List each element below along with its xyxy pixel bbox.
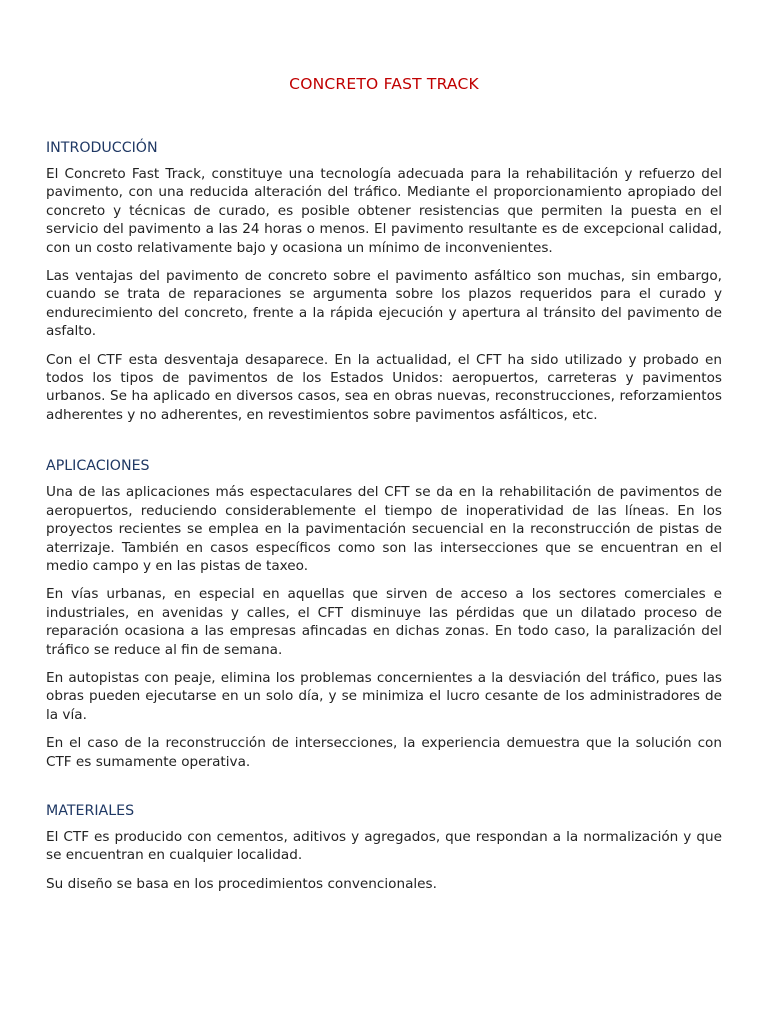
section-heading: INTRODUCCIÓN [46, 140, 158, 156]
paragraph: El CTF es producido con cementos, aditivos y agregados, que respondan a la normalización y que se encuentran en cualquier localidad. [46, 828, 722, 864]
paragraph: Una de las aplicaciones más espectaculares del CFT se da en la rehabilitación de pavimentos de aeropuertos, reduciendo considerablemente el tiempo de inoperatividad de las líneas. En los proyectos recientes se emplea en la pavimentación secuencial en la reconstrucción de pistas de aterrizaje. También en casos específicos como son las intersecciones que se encuentran en el medio campo y en las pistas de taxeo. [46, 484, 722, 574]
paragraph: En autopistas con peaje, elimina los problemas concernientes a la desviación del tráfico, pues las obras pueden ejecutarse en un solo día, y se minimiza el lucro cesante de los administradores de la vía. [46, 669, 722, 723]
paragraph: El Concreto Fast Track, constituye una tecnología adecuada para la rehabilitación y refuerzo del pavimento, con una reducida alteración del tráfico. Mediante el proporcionamiento apropiado del concreto y técnicas de curado, es posible obtener resistencias que permiten la puesta en el servicio del pavimento a las 24 horas o menos. El pavimento resultante es de excepcional calidad, con un costo relativamente bajo y ocasiona un mínimo de inconvenientes. [46, 166, 722, 256]
document-title: CONCRETO FAST TRACK [289, 75, 479, 93]
paragraph: Su diseño se basa en los procedimientos convencionales. [46, 875, 437, 892]
document-page [46, 0, 722, 893]
section-heading: APLICACIONES [46, 458, 150, 475]
paragraph: Las ventajas del pavimento de concreto sobre el pavimento asfáltico son muchas, sin embargo, cuando se trata de reparaciones se argumenta sobre los plazos requeridos para el curado y endurecimiento del concreto, frente a la rápida ejecución y apertura al tránsito del pavimento de asfalto. [46, 268, 722, 340]
paragraph: Con el CTF esta desventaja desaparece. En la actualidad, el CFT ha sido utilizado y probado en todos los tipos de pavimentos de los Estados Unidos: aeropuertos, carreteras y pavimentos urbanos. Se ha aplicado en diversos casos, sea en obras nuevas, reconstrucciones, reforzamientos adherentes y no adherentes, en revestimientos sobre pavimentos asfálticos, etc. [46, 351, 722, 423]
section-introduccion [46, 139, 722, 424]
section-aplicaciones [46, 457, 722, 771]
paragraph: En vías urbanas, en especial en aquellas que sirven de acceso a los sectores comerciales e industriales, en avenidas y calles, el CFT disminuye las pérdidas que un dilatado proceso de reparación ocasiona a las empresas afincadas en dichas zonas. En todo caso, la paralización del tráfico se reduce al fin de semana. [46, 586, 722, 658]
section-materiales [46, 802, 722, 893]
section-heading: MATERIALES [46, 802, 135, 819]
paragraph: En el caso de la reconstrucción de intersecciones, la experiencia demuestra que la solución con CTF es sumamente operativa. [46, 735, 722, 770]
